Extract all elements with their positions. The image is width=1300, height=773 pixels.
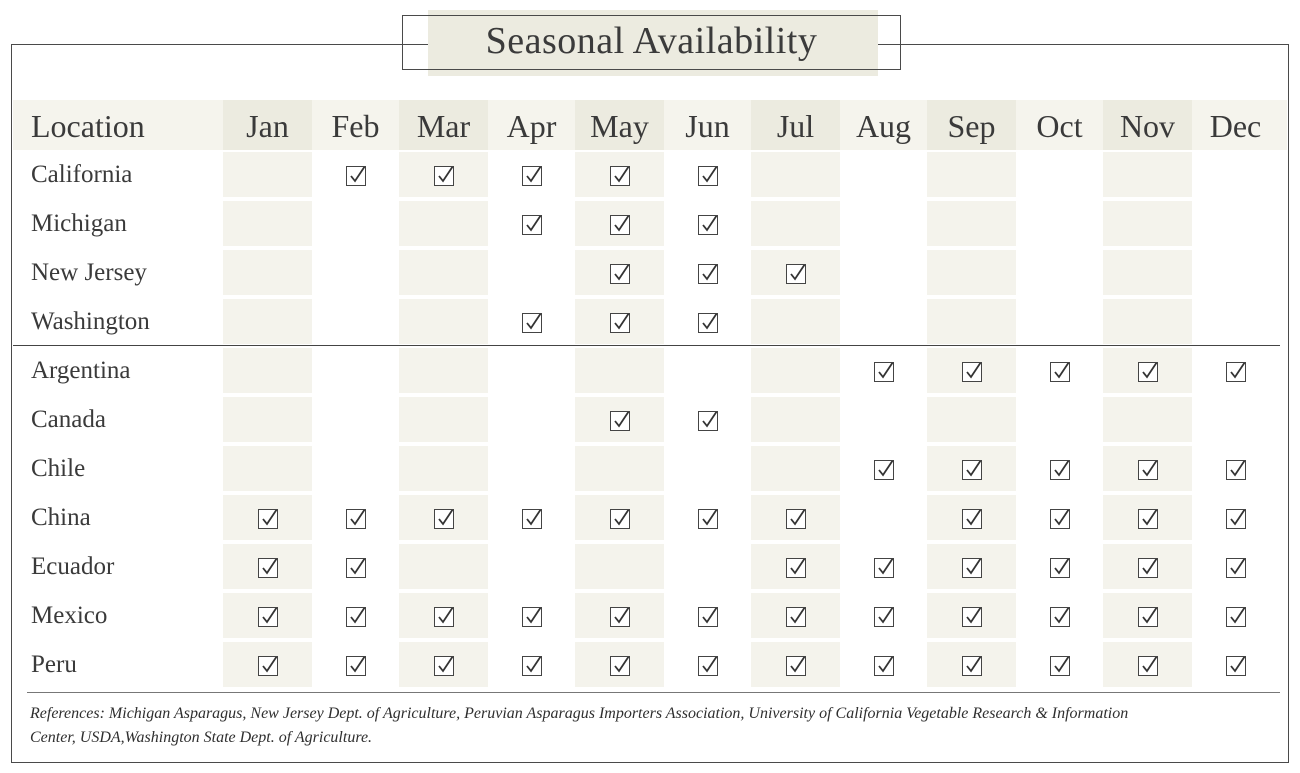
checkbox-checked-icon — [522, 509, 542, 529]
cell-shade — [751, 299, 840, 344]
checkbox-checked-icon — [962, 656, 982, 676]
cell-shade — [1103, 397, 1192, 442]
month-header-oct: Oct — [1036, 108, 1083, 144]
checkbox-checked-icon — [786, 656, 806, 676]
cell-shade — [575, 348, 664, 393]
checkbox-checked-icon — [1226, 607, 1246, 627]
cell-shade — [575, 446, 664, 491]
cell-shade — [223, 250, 312, 295]
month-column-shade — [223, 100, 312, 688]
checkbox-checked-icon — [1050, 656, 1070, 676]
checkbox-checked-icon — [522, 166, 542, 186]
checkbox-checked-icon — [1050, 558, 1070, 578]
domestic-import-divider — [13, 345, 1280, 346]
checkbox-checked-icon — [786, 558, 806, 578]
checkbox-checked-icon — [346, 509, 366, 529]
checkbox-checked-icon — [1226, 558, 1246, 578]
month-header-aug: Aug — [855, 108, 912, 144]
cell-shade — [1103, 152, 1192, 197]
month-header-may: May — [590, 108, 649, 144]
references-line-2: Center, USDA,Washington State Dept. of Agriculture. — [30, 729, 373, 746]
checkbox-checked-icon — [1138, 558, 1158, 578]
checkbox-checked-icon — [346, 166, 366, 186]
references — [30, 702, 1270, 750]
month-header-sep: Sep — [947, 108, 996, 144]
cell-shade — [399, 299, 488, 344]
month-column-shade — [927, 100, 1016, 688]
month-column-shade — [399, 100, 488, 688]
checkbox-checked-icon — [1050, 362, 1070, 382]
checkbox-checked-icon — [610, 264, 630, 284]
checkbox-checked-icon — [610, 656, 630, 676]
cell-shade — [1103, 299, 1192, 344]
month-column-shade — [575, 100, 664, 688]
cell-shade — [751, 348, 840, 393]
checkbox-checked-icon — [698, 411, 718, 431]
checkbox-checked-icon — [1138, 656, 1158, 676]
row-label-ecuador: Ecuador — [31, 553, 115, 580]
checkbox-checked-icon — [522, 313, 542, 333]
checkbox-checked-icon — [610, 509, 630, 529]
checkbox-checked-icon — [522, 656, 542, 676]
month-header-jul: Jul — [776, 108, 815, 144]
row-label-chile: Chile — [31, 455, 86, 482]
checkbox-checked-icon — [962, 558, 982, 578]
cell-shade — [399, 348, 488, 393]
month-header-apr: Apr — [506, 108, 557, 144]
cell-shade — [399, 544, 488, 589]
header-location: Location — [31, 108, 145, 144]
checkbox-checked-icon — [346, 558, 366, 578]
checkbox-checked-icon — [874, 607, 894, 627]
row-label-california: California — [31, 161, 133, 188]
month-header-feb: Feb — [331, 108, 380, 144]
checkbox-checked-icon — [610, 166, 630, 186]
month-column-shade — [1103, 100, 1192, 688]
checkbox-checked-icon — [610, 607, 630, 627]
month-header-dec: Dec — [1209, 108, 1262, 144]
checkbox-checked-icon — [874, 656, 894, 676]
cell-shade — [223, 299, 312, 344]
cell-shade — [399, 201, 488, 246]
checkbox-checked-icon — [1226, 509, 1246, 529]
checkbox-checked-icon — [698, 166, 718, 186]
cell-shade — [399, 397, 488, 442]
checkbox-checked-icon — [1050, 460, 1070, 480]
cell-shade — [399, 446, 488, 491]
checkbox-checked-icon — [1226, 656, 1246, 676]
checkbox-checked-icon — [874, 558, 894, 578]
cell-shade — [751, 201, 840, 246]
checkbox-checked-icon — [1050, 509, 1070, 529]
checkbox-checked-icon — [698, 215, 718, 235]
checkbox-checked-icon — [698, 313, 718, 333]
cell-shade — [1103, 250, 1192, 295]
cell-shade — [927, 250, 1016, 295]
row-label-canada: Canada — [31, 406, 106, 433]
cell-shade — [223, 152, 312, 197]
row-label-mexico: Mexico — [31, 602, 108, 629]
checkbox-checked-icon — [962, 509, 982, 529]
references-line-1: References: Michigan Asparagus, New Jersey Dept. of Agriculture, Peruvian Asparagus Importers Association, University of California Vegetable Research & Information — [30, 705, 1129, 722]
cell-shade — [927, 152, 1016, 197]
cell-shade — [223, 397, 312, 442]
month-header-nov: Nov — [1119, 108, 1176, 144]
checkbox-checked-icon — [610, 313, 630, 333]
references-divider — [27, 692, 1280, 693]
cell-shade — [223, 201, 312, 246]
cell-shade — [1103, 201, 1192, 246]
checkbox-checked-icon — [786, 509, 806, 529]
checkbox-checked-icon — [258, 656, 278, 676]
checkbox-checked-icon — [786, 607, 806, 627]
checkbox-checked-icon — [962, 607, 982, 627]
checkbox-checked-icon — [1138, 607, 1158, 627]
cell-shade — [927, 397, 1016, 442]
checkbox-checked-icon — [1050, 607, 1070, 627]
checkbox-checked-icon — [1226, 460, 1246, 480]
cell-shade — [751, 446, 840, 491]
checkbox-checked-icon — [1138, 509, 1158, 529]
cell-shade — [399, 250, 488, 295]
month-header-mar: Mar — [416, 108, 471, 144]
cell-shade — [575, 544, 664, 589]
checkbox-checked-icon — [610, 215, 630, 235]
cell-shade — [927, 299, 1016, 344]
cell-shade — [751, 397, 840, 442]
checkbox-checked-icon — [258, 607, 278, 627]
title-box — [402, 15, 901, 70]
month-header-jun: Jun — [685, 108, 730, 144]
row-label-michigan: Michigan — [31, 210, 127, 237]
month-column-shade — [751, 100, 840, 688]
checkbox-checked-icon — [434, 166, 454, 186]
checkbox-checked-icon — [258, 558, 278, 578]
page-title: Seasonal Availability — [485, 19, 818, 62]
checkbox-checked-icon — [1138, 362, 1158, 382]
checkbox-checked-icon — [346, 607, 366, 627]
row-label-argentina: Argentina — [31, 357, 131, 384]
checkbox-checked-icon — [962, 460, 982, 480]
checkbox-checked-icon — [434, 607, 454, 627]
checkbox-checked-icon — [962, 362, 982, 382]
checkbox-checked-icon — [1226, 362, 1246, 382]
checkbox-checked-icon — [522, 607, 542, 627]
checkbox-checked-icon — [698, 656, 718, 676]
row-label-china: China — [31, 504, 91, 531]
checkbox-checked-icon — [434, 656, 454, 676]
cell-shade — [751, 152, 840, 197]
checkbox-checked-icon — [434, 509, 454, 529]
row-label-new-jersey: New Jersey — [31, 259, 147, 286]
cell-shade — [927, 201, 1016, 246]
checkbox-checked-icon — [874, 460, 894, 480]
checkbox-checked-icon — [874, 362, 894, 382]
checkbox-checked-icon — [698, 509, 718, 529]
checkbox-checked-icon — [698, 607, 718, 627]
cell-shade — [223, 446, 312, 491]
checkbox-checked-icon — [610, 411, 630, 431]
checkbox-checked-icon — [522, 215, 542, 235]
checkbox-checked-icon — [698, 264, 718, 284]
checkbox-checked-icon — [258, 509, 278, 529]
month-header-jan: Jan — [246, 108, 289, 144]
row-label-peru: Peru — [31, 651, 77, 678]
row-label-washington: Washington — [31, 308, 150, 335]
checkbox-checked-icon — [786, 264, 806, 284]
checkbox-checked-icon — [346, 656, 366, 676]
checkbox-checked-icon — [1138, 460, 1158, 480]
cell-shade — [223, 348, 312, 393]
